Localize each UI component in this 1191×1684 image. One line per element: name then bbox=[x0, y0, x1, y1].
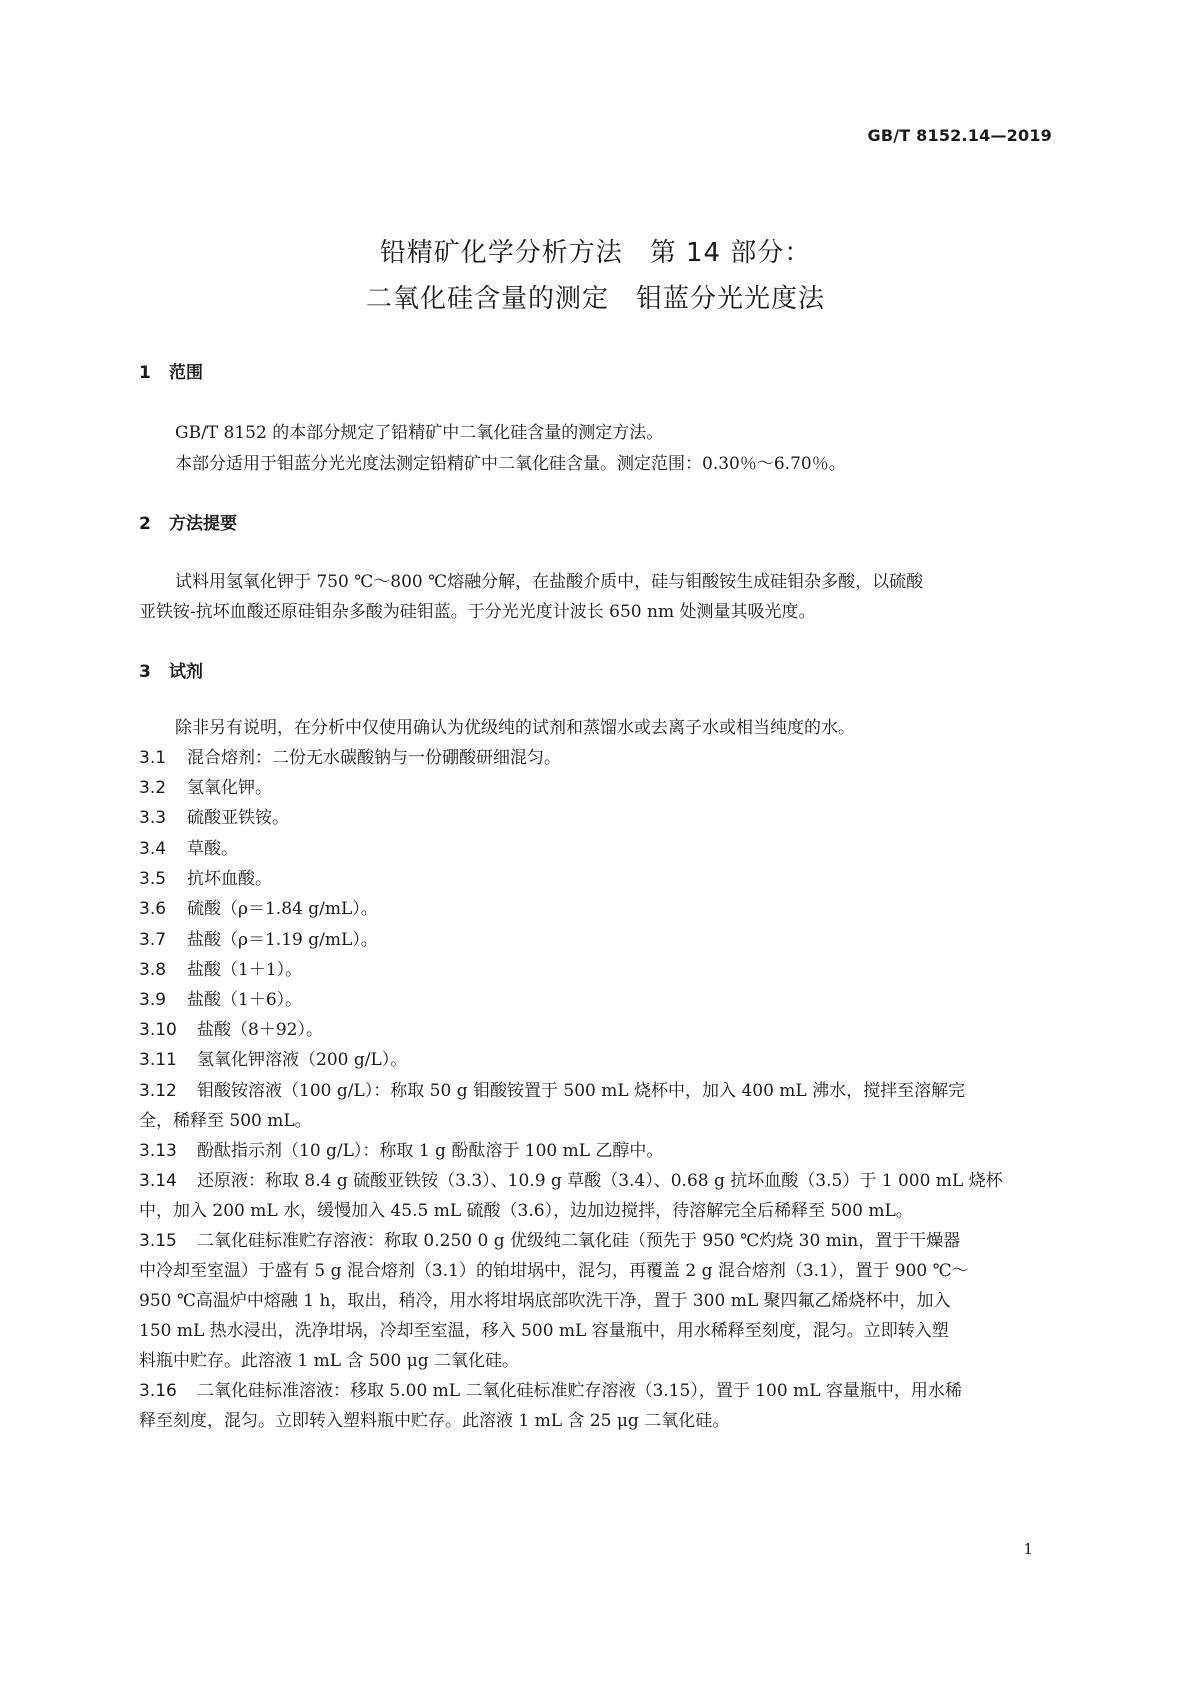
section-number: 2 bbox=[139, 514, 151, 534]
reagent-continuation: 料瓶中贮存。此溶液 1 mL 含 500 μg 二氧化硅。 bbox=[139, 1351, 520, 1371]
section-number: 3 bbox=[139, 662, 151, 682]
page-number: 1 bbox=[1023, 1540, 1033, 1558]
reagent-item: 3.13 酚酞指示剂（10 g/L）：称取 1 g 酚酞溶于 100 mL 乙醇中。 bbox=[139, 1141, 664, 1161]
principle-line-1: 试料用氢氧化钾于 750 ℃～800 ℃熔融分解，在盐酸介质中，硅与钼酸铵生成硅钼杂多酸，以硫酸 bbox=[175, 572, 924, 592]
reagent-item: 3.10 盐酸（8＋92）。 bbox=[139, 1020, 323, 1040]
reagent-item: 3.9 盐酸（1＋6）。 bbox=[139, 990, 303, 1010]
reagent-continuation: 中，加入 200 mL 水，缓慢加入 45.5 mL 硫酸（3.6），边加边搅拌，待溶解完全后稀释至 500 mL。 bbox=[139, 1201, 913, 1221]
section-title: 范围 bbox=[169, 363, 203, 383]
section-title: 试剂 bbox=[169, 662, 203, 682]
reagent-item: 3.15 二氧化硅标准贮存溶液：称取 0.250 0 g 优级纯二氧化硅（预先于 950 ℃灼烧 30 min，置于干燥器 bbox=[139, 1231, 961, 1251]
reagent-item: 3.12 钼酸铵溶液（100 g/L）：称取 50 g 钼酸铵置于 500 mL 烧杯中，加入 400 mL 沸水，搅拌至溶解完 bbox=[139, 1081, 966, 1101]
section-title: 方法提要 bbox=[169, 514, 237, 534]
reagent-continuation: 全，稀释至 500 mL。 bbox=[139, 1111, 312, 1131]
reagent-item: 3.7 盐酸（ρ＝1.19 g/mL）。 bbox=[139, 930, 378, 950]
principle-line-2: 亚铁铵-抗坏血酸还原硅钼杂多酸为硅钼蓝。于分光光度计波长 650 nm 处测量其吸光度。 bbox=[139, 602, 816, 622]
reagent-item: 3.4 草酸。 bbox=[139, 839, 238, 859]
reagent-continuation: 150 mL 热水浸出，洗净坩埚，冷却至室温，移入 500 mL 容量瓶中，用水稀释至刻度，混匀。立即转入塑 bbox=[139, 1321, 949, 1341]
scope-paragraph-1: GB/T 8152 的本部分规定了铅精矿中二氧化硅含量的测定方法。 bbox=[175, 423, 664, 443]
reagent-item: 3.3 硫酸亚铁铵。 bbox=[139, 808, 289, 828]
title-line-2: 二氧化硅含量的测定 钼蓝分光光度法 bbox=[365, 284, 825, 314]
section-heading-scope bbox=[139, 358, 203, 383]
reagent-item: 3.2 氢氧化钾。 bbox=[139, 778, 272, 798]
reagent-item: 3.6 硫酸（ρ＝1.84 g/mL）。 bbox=[139, 899, 378, 919]
reagent-item: 3.14 还原液：称取 8.4 g 硫酸亚铁铵（3.3）、10.9 g 草酸（3.4）、0.68 g 抗坏血酸（3.5）于 1 000 mL 烧杯 bbox=[139, 1171, 1003, 1191]
reagent-item: 3.16 二氧化硅标准溶液：移取 5.00 mL 二氧化硅标准贮存溶液（3.15），置于 100 mL 容量瓶中，用水稀 bbox=[139, 1381, 962, 1401]
reagent-continuation: 中冷却至室温）于盛有 5 g 混合熔剂（3.1）的铂坩埚中，混匀，再覆盖 2 g 混合熔剂（3.1），置于 900 ℃～ bbox=[139, 1261, 969, 1281]
reagent-item: 3.8 盐酸（1＋1）。 bbox=[139, 960, 303, 980]
title-line-1: 铅精矿化学分析方法 第 14 部分： bbox=[379, 238, 812, 268]
section-heading-reagents bbox=[139, 657, 203, 682]
reagent-item: 3.5 抗坏血酸。 bbox=[139, 869, 272, 889]
reagent-item: 3.11 氢氧化钾溶液（200 g/L）。 bbox=[139, 1050, 408, 1070]
reagent-continuation: 950 ℃高温炉中熔融 1 h，取出，稍冷，用水将坩埚底部吹洗干净，置于 300 mL 聚四氟乙烯烧杯中，加入 bbox=[139, 1291, 951, 1311]
reagent-continuation: 释至刻度，混匀。立即转入塑料瓶中贮存。此溶液 1 mL 含 25 μg 二氧化硅。 bbox=[139, 1411, 730, 1431]
standard-number: GB/T 8152.14—2019 bbox=[867, 126, 1052, 145]
section-number: 1 bbox=[139, 363, 151, 383]
scope-paragraph-2: 本部分适用于钼蓝分光光度法测定铅精矿中二氧化硅含量。测定范围：0.30％～6.70％。 bbox=[175, 454, 846, 474]
reagents-intro: 除非另有说明，在分析中仅使用确认为优级纯的试剂和蒸馏水或去离子水或相当纯度的水。 bbox=[175, 718, 855, 738]
section-heading-principle bbox=[139, 509, 237, 534]
reagent-item: 3.1 混合熔剂：二份无水碳酸钠与一份硼酸研细混匀。 bbox=[139, 748, 561, 768]
